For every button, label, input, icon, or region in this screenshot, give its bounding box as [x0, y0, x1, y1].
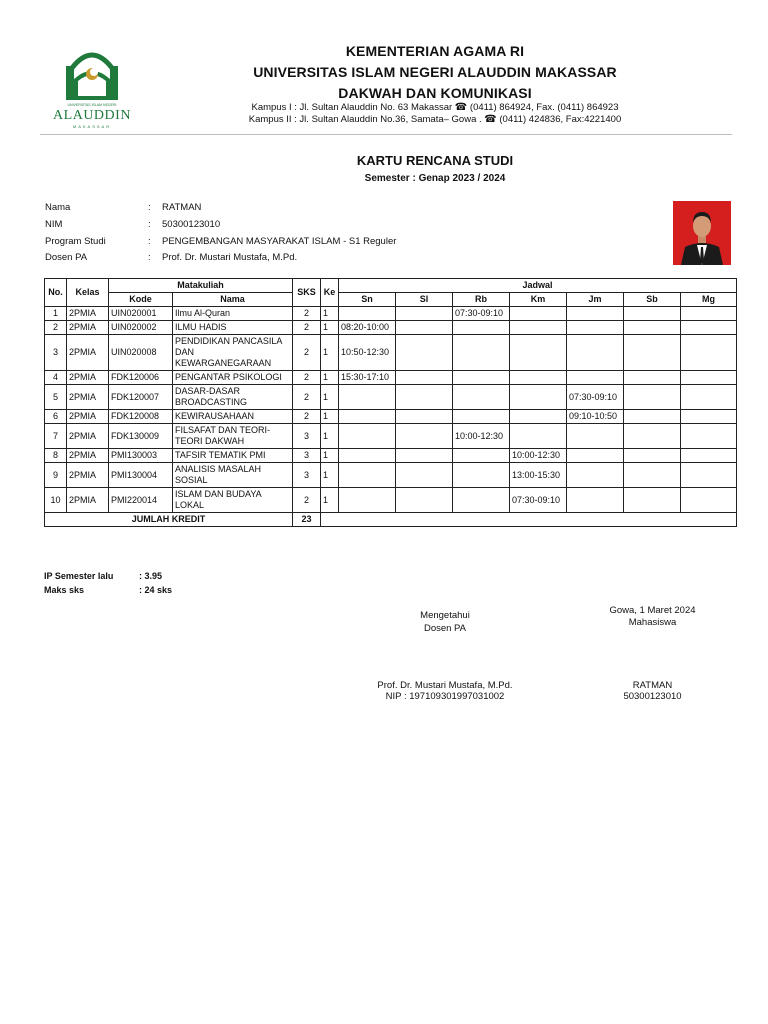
campus-1-street: Kampus I : Jl. Sultan Alauddin No. 63 Makassar: [251, 102, 453, 113]
cell-no: 8: [45, 449, 67, 463]
field-colon: :: [148, 219, 151, 230]
col-kode: Kode: [109, 293, 173, 307]
advisor-nip: NIP : 197109301997031002: [385, 691, 505, 702]
cell-kode: FDK120007: [109, 385, 173, 410]
cell-sn: [339, 410, 396, 424]
cell-sks: 3: [293, 424, 321, 449]
university-logo: [52, 40, 132, 130]
cell-km: [510, 424, 567, 449]
cell-jm: [567, 488, 624, 513]
university-title: UNIVERSITAS ISLAM NEGERI ALAUDDIN MAKASSAR: [253, 64, 617, 80]
advisor-name: Prof. Dr. Mustari Mustafa, M.Pd.: [377, 680, 513, 691]
cell-mg: [681, 463, 737, 488]
semester-label: Semester : Genap 2023 / 2024: [364, 173, 506, 184]
cell-ke: 1: [321, 321, 339, 335]
cell-jm: [567, 463, 624, 488]
cell-kode: PMI220014: [109, 488, 173, 513]
logo-caption-bottom: MAKASSAR: [72, 124, 112, 129]
cell-ke: 1: [321, 385, 339, 410]
cell-kelas: 2PMIA: [67, 410, 109, 424]
cell-ke: 1: [321, 488, 339, 513]
total-credits-label: JUMLAH KREDIT: [45, 513, 293, 527]
cell-kelas: 2PMIA: [67, 335, 109, 371]
cell-kelas: 2PMIA: [67, 385, 109, 410]
field-label: Nama: [45, 202, 71, 213]
cell-kelas: 2PMIA: [67, 307, 109, 321]
cell-kode: FDK120008: [109, 410, 173, 424]
cell-sks: 2: [293, 335, 321, 371]
cell-no: 1: [45, 307, 67, 321]
cell-rb: 10:00-12:30: [453, 424, 510, 449]
col-nama: Nama: [173, 293, 293, 307]
cell-no: 5: [45, 385, 67, 410]
cell-sks: 2: [293, 488, 321, 513]
field-colon: :: [148, 202, 151, 213]
cell-kode: PMI130003: [109, 449, 173, 463]
campus-1-phone: (0411) 864924, Fax. (0411) 864923: [469, 102, 619, 113]
krs-table: [44, 278, 737, 527]
cell-jm: [567, 321, 624, 335]
cell-jm: [567, 424, 624, 449]
student-sign-nim: 50300123010: [623, 691, 682, 702]
student-dosen-pa: Prof. Dr. Mustari Mustafa, M.Pd.: [162, 252, 298, 263]
advisor-role: Dosen PA: [423, 623, 467, 634]
cell-sl: [396, 307, 453, 321]
table-row: [45, 307, 737, 321]
cell-rb: [453, 371, 510, 385]
cell-jm: [567, 335, 624, 371]
max-sks-value: : 24 sks: [139, 585, 173, 595]
student-portrait-icon: [673, 201, 731, 265]
cell-km: 13:00-15:30: [510, 463, 567, 488]
cell-sb: [624, 335, 681, 371]
cell-nama: ISLAM DAN BUDAYA LOKAL: [173, 488, 293, 513]
cell-kelas: 2PMIA: [67, 371, 109, 385]
student-sign-name: RATMAN: [632, 680, 673, 691]
cell-rb: [453, 488, 510, 513]
cell-sn: [339, 424, 396, 449]
cell-rb: [453, 449, 510, 463]
cell-kelas: 2PMIA: [67, 424, 109, 449]
cell-sb: [624, 385, 681, 410]
cell-nama: Ilmu Al-Quran: [173, 307, 293, 321]
cell-sn: [339, 488, 396, 513]
cell-sks: 3: [293, 449, 321, 463]
cell-sks: 2: [293, 307, 321, 321]
cell-sb: [624, 449, 681, 463]
student-nim: 50300123010: [162, 219, 221, 230]
cell-no: 6: [45, 410, 67, 424]
cell-sb: [624, 410, 681, 424]
cell-sl: [396, 335, 453, 371]
col-jadwal: Jadwal: [339, 279, 737, 293]
campus-2-phone: (0411) 424836, Fax:4221400: [499, 114, 622, 125]
table-row: [45, 424, 737, 449]
cell-ke: 1: [321, 449, 339, 463]
col-day-sl: Sl: [396, 293, 453, 307]
cell-mg: [681, 385, 737, 410]
cell-sl: [396, 463, 453, 488]
cell-kelas: 2PMIA: [67, 463, 109, 488]
campus-2-address: [200, 114, 670, 125]
cell-ke: 1: [321, 410, 339, 424]
cell-sn: 10:50-12:30: [339, 335, 396, 371]
cell-sl: [396, 410, 453, 424]
table-row: [45, 385, 737, 410]
cell-kode: FDK120006: [109, 371, 173, 385]
cell-rb: 07:30-09:10: [453, 307, 510, 321]
cell-ke: 1: [321, 371, 339, 385]
campus-1-address: [200, 102, 670, 113]
cell-kode: PMI130004: [109, 463, 173, 488]
cell-km: [510, 371, 567, 385]
cell-sks: 2: [293, 321, 321, 335]
field-label: NIM: [45, 219, 63, 230]
cell-mg: [681, 449, 737, 463]
cell-jm: 07:30-09:10: [567, 385, 624, 410]
cell-mg: [681, 321, 737, 335]
cell-mg: [681, 424, 737, 449]
cell-sn: [339, 307, 396, 321]
col-no: No.: [45, 279, 67, 307]
cell-sl: [396, 321, 453, 335]
student-name: RATMAN: [162, 202, 202, 213]
cell-mg: [681, 410, 737, 424]
cell-mg: [681, 307, 737, 321]
cell-sb: [624, 321, 681, 335]
cell-sl: [396, 449, 453, 463]
table-row: [45, 488, 737, 513]
col-day-rb: Rb: [453, 293, 510, 307]
cell-nama: PENGANTAR PSIKOLOGI: [173, 371, 293, 385]
cell-ke: 1: [321, 335, 339, 371]
col-sks: SKS: [293, 279, 321, 307]
cell-sks: 2: [293, 385, 321, 410]
field-label: Dosen PA: [45, 252, 88, 263]
student-photo: [673, 201, 731, 265]
col-day-mg: Mg: [681, 293, 737, 307]
field-colon: :: [148, 236, 151, 247]
cell-sks: 3: [293, 463, 321, 488]
phone-icon: ☎: [484, 114, 497, 125]
ip-semester-value: : 3.95: [139, 571, 163, 581]
total-row-filler: [321, 513, 737, 527]
cell-km: [510, 335, 567, 371]
cell-rb: [453, 385, 510, 410]
cell-sl: [396, 488, 453, 513]
cell-km: [510, 321, 567, 335]
cell-ke: 1: [321, 463, 339, 488]
document-title: KARTU RENCANA STUDI: [356, 153, 514, 168]
cell-sb: [624, 307, 681, 321]
student-role: Mahasiswa: [628, 617, 677, 628]
cell-ke: 1: [321, 307, 339, 321]
student-prodi: PENGEMBANGAN MASYARAKAT ISLAM - S1 Reguler: [162, 236, 397, 247]
cell-kode: UIN020001: [109, 307, 173, 321]
cell-rb: [453, 410, 510, 424]
col-matakuliah: Matakuliah: [109, 279, 293, 293]
cell-no: 9: [45, 463, 67, 488]
logo-name: ALAUDDIN: [53, 108, 131, 123]
uin-emblem-icon: [52, 40, 132, 102]
cell-rb: [453, 335, 510, 371]
col-day-sn: Sn: [339, 293, 396, 307]
cell-sb: [624, 424, 681, 449]
cell-nama: FILSAFAT DAN TEORI-TEORI DAKWAH: [173, 424, 293, 449]
ip-semester-row: [44, 571, 163, 581]
sign-date: Gowa, 1 Maret 2024: [609, 605, 696, 616]
cell-km: 07:30-09:10: [510, 488, 567, 513]
cell-nama: ILMU HADIS: [173, 321, 293, 335]
cell-rb: [453, 321, 510, 335]
total-credits-value: 23: [293, 513, 321, 527]
table-row: [45, 321, 737, 335]
cell-km: [510, 307, 567, 321]
cell-km: 10:00-12:30: [510, 449, 567, 463]
faculty-title: DAKWAH DAN KOMUNIKASI: [338, 85, 532, 101]
campus-2-street: Kampus II : Jl. Sultan Alauddin No.36, Samata– Gowa .: [248, 114, 482, 125]
cell-nama: DASAR-DASAR BROADCASTING: [173, 385, 293, 410]
cell-mg: [681, 335, 737, 371]
cell-sks: 2: [293, 371, 321, 385]
cell-sb: [624, 463, 681, 488]
cell-sn: [339, 385, 396, 410]
cell-km: [510, 410, 567, 424]
cell-sn: [339, 449, 396, 463]
cell-rb: [453, 463, 510, 488]
table-row: [45, 335, 737, 371]
cell-kelas: 2PMIA: [67, 488, 109, 513]
cell-kelas: 2PMIA: [67, 321, 109, 335]
cell-mg: [681, 488, 737, 513]
cell-jm: 09:10-10:50: [567, 410, 624, 424]
cell-nama: TAFSIR TEMATIK PMI: [173, 449, 293, 463]
cell-no: 7: [45, 424, 67, 449]
col-day-sb: Sb: [624, 293, 681, 307]
cell-ke: 1: [321, 424, 339, 449]
table-row: [45, 449, 737, 463]
col-ke: Ke: [321, 279, 339, 307]
ministry-title: KEMENTERIAN AGAMA RI: [345, 43, 525, 59]
cell-sl: [396, 371, 453, 385]
cell-kode: UIN020008: [109, 335, 173, 371]
table-row: [45, 410, 737, 424]
cell-no: 10: [45, 488, 67, 513]
cell-sb: [624, 488, 681, 513]
col-kelas: Kelas: [67, 279, 109, 307]
cell-km: [510, 385, 567, 410]
cell-kelas: 2PMIA: [67, 449, 109, 463]
cell-sks: 2: [293, 410, 321, 424]
cell-sl: [396, 385, 453, 410]
cell-nama: ANALISIS MASALAH SOSIAL: [173, 463, 293, 488]
max-sks-row: [44, 585, 173, 595]
cell-mg: [681, 371, 737, 385]
cell-kode: FDK130009: [109, 424, 173, 449]
logo-caption-top: UNIVERSITAS ISLAM NEGERI: [67, 103, 117, 107]
cell-sn: [339, 463, 396, 488]
advisor-ack-label: Mengetahui: [420, 610, 470, 621]
cell-jm: [567, 449, 624, 463]
cell-sn: 08:20-10:00: [339, 321, 396, 335]
cell-no: 4: [45, 371, 67, 385]
cell-nama: KEWIRAUSAHAAN: [173, 410, 293, 424]
cell-sl: [396, 424, 453, 449]
cell-jm: [567, 307, 624, 321]
ip-semester-label: IP Semester lalu: [44, 571, 114, 581]
table-row: [45, 371, 737, 385]
col-day-jm: Jm: [567, 293, 624, 307]
cell-kode: UIN020002: [109, 321, 173, 335]
phone-icon: ☎: [454, 102, 468, 113]
cell-no: 3: [45, 335, 67, 371]
field-colon: :: [148, 252, 151, 263]
table-row: [45, 463, 737, 488]
field-label: Program Studi: [45, 236, 106, 247]
max-sks-label: Maks sks: [44, 585, 85, 595]
cell-jm: [567, 371, 624, 385]
cell-sn: 15:30-17:10: [339, 371, 396, 385]
col-day-km: Km: [510, 293, 567, 307]
cell-nama: PENDIDIKAN PANCASILA DAN KEWARGANEGARAAN: [173, 335, 293, 371]
cell-sb: [624, 371, 681, 385]
header-divider: [40, 134, 732, 135]
cell-no: 2: [45, 321, 67, 335]
